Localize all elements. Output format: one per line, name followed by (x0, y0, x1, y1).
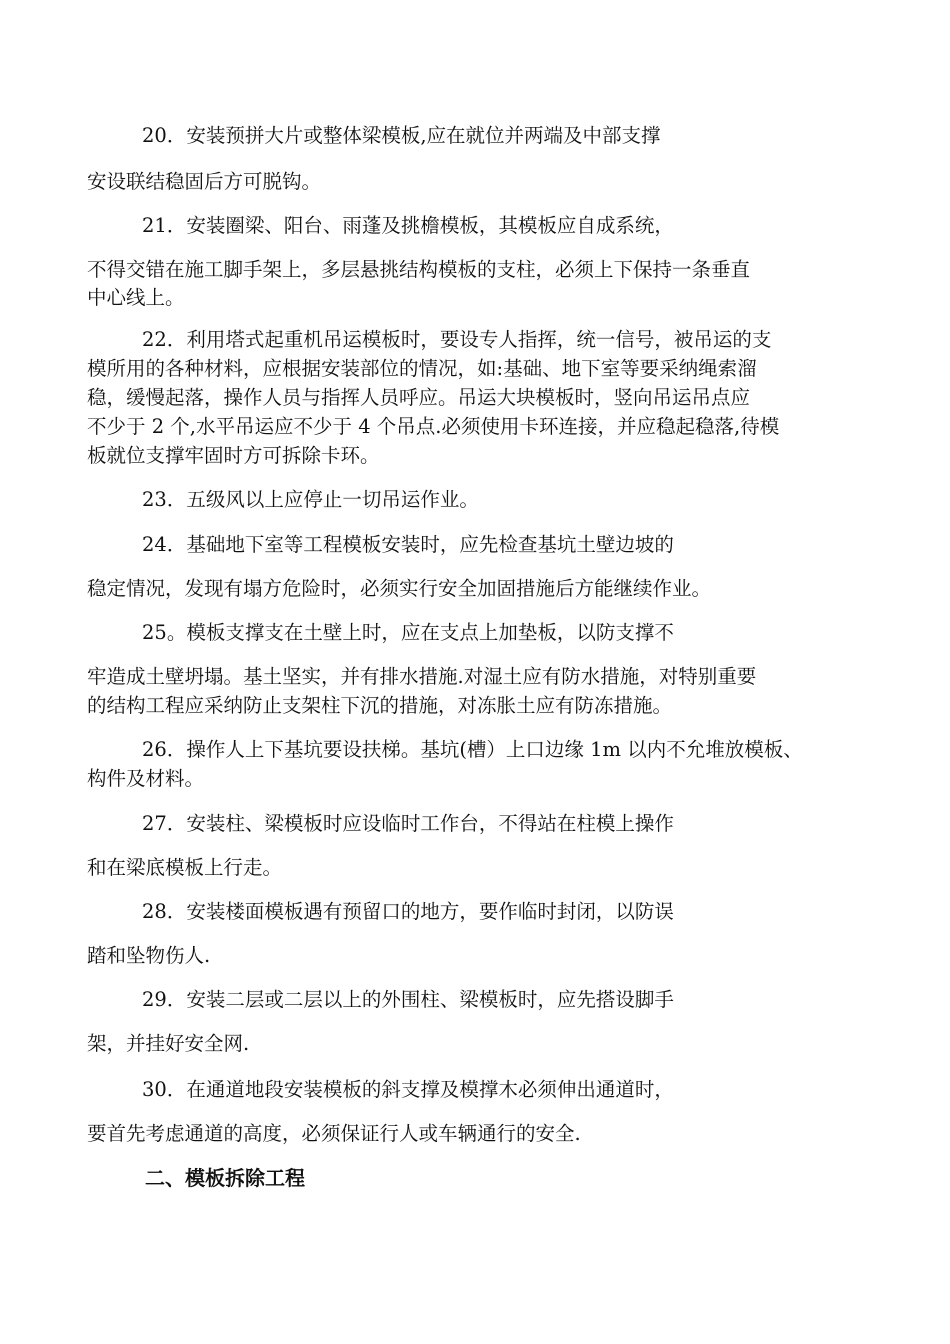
paragraph-22-line-2: 模所用的各种材料，应根据安装部位的情况，如:基础、地下室等要采纳绳索溜 (87, 357, 757, 380)
paragraph-21-line-3: 中心线上。 (87, 286, 185, 309)
section-heading: 二、模板拆除工程 (145, 1166, 305, 1190)
paragraph-20-line-2: 安设联结稳固后方可脱钩。 (87, 170, 322, 193)
paragraph-21-line-2: 不得交错在施工脚手架上，多层悬挑结构模板的支柱，必须上下保持一条垂直 (87, 258, 751, 281)
paragraph-24-line-2: 稳定情况，发现有塌方危险时，必须实行安全加固措施后方能继续作业。 (87, 577, 712, 600)
paragraph-22-line-5: 板就位支撑牢固时方可拆除卡环。 (87, 444, 380, 467)
paragraph-29-line-2: 架，并挂好安全网. (87, 1032, 250, 1055)
paragraph-24-line-1: 24．基础地下室等工程模板安装时，应先检查基坑土壁边坡的 (142, 533, 674, 556)
paragraph-22-line-3: 稳，缓慢起落，操作人员与指挥人员呼应。吊运大块模板时，竖向吊运吊点应 (87, 386, 751, 409)
paragraph-28-line-2: 踏和坠物伤人. (87, 944, 211, 967)
paragraph-27-line-2: 和在梁底模板上行走。 (87, 856, 283, 879)
paragraph-22-line-1: 22．利用塔式起重机吊运模板时，要设专人指挥，统一信号，被吊运的支 (142, 328, 772, 351)
paragraph-20-line-1: 20．安装预拼大片或整体梁模板,应在就位并两端及中部支撑 (142, 124, 661, 147)
paragraph-26-line-1: 26．操作人上下基坑要设扶梯。基坑(槽）上口边缘 1m 以内不允堆放模板、 (142, 738, 803, 761)
paragraph-29-line-1: 29．安装二层或二层以上的外围柱、梁模板时，应先搭设脚手 (142, 988, 674, 1011)
paragraph-25-line-1: 25。模板支撑支在土壁上时，应在支点上加垫板，以防支撑不 (142, 621, 674, 644)
paragraph-30-line-2: 要首先考虑通道的高度，必须保证行人或车辆通行的安全. (87, 1122, 581, 1145)
paragraph-30-line-1: 30．在通道地段安装模板的斜支撑及模撑木必须伸出通道时， (142, 1078, 674, 1101)
paragraph-21-line-1: 21．安装圈梁、阳台、雨蓬及挑檐模板，其模板应自成系统， (142, 214, 674, 237)
paragraph-25-line-2: 牢造成土壁坍塌。基土坚实，并有排水措施.对湿土应有防水措施，对特别重要 (87, 665, 757, 688)
paragraph-26-line-2: 构件及材料。 (87, 767, 205, 790)
paragraph-28-line-1: 28．安装楼面模板遇有预留口的地方，要作临时封闭，以防误 (142, 900, 674, 923)
paragraph-23-line-1: 23．五级风以上应停止一切吊运作业。 (142, 488, 479, 511)
paragraph-22-line-4: 不少于 2 个,水平吊运应不少于 4 个吊点.必须使用卡环连接，并应稳起稳落,待模 (87, 415, 780, 438)
paragraph-27-line-1: 27．安装柱、梁模板时应设临时工作台，不得站在柱模上操作 (142, 812, 674, 835)
paragraph-25-line-3: 的结构工程应采纳防止支架柱下沉的措施，对冻胀土应有防冻措施。 (87, 694, 673, 717)
